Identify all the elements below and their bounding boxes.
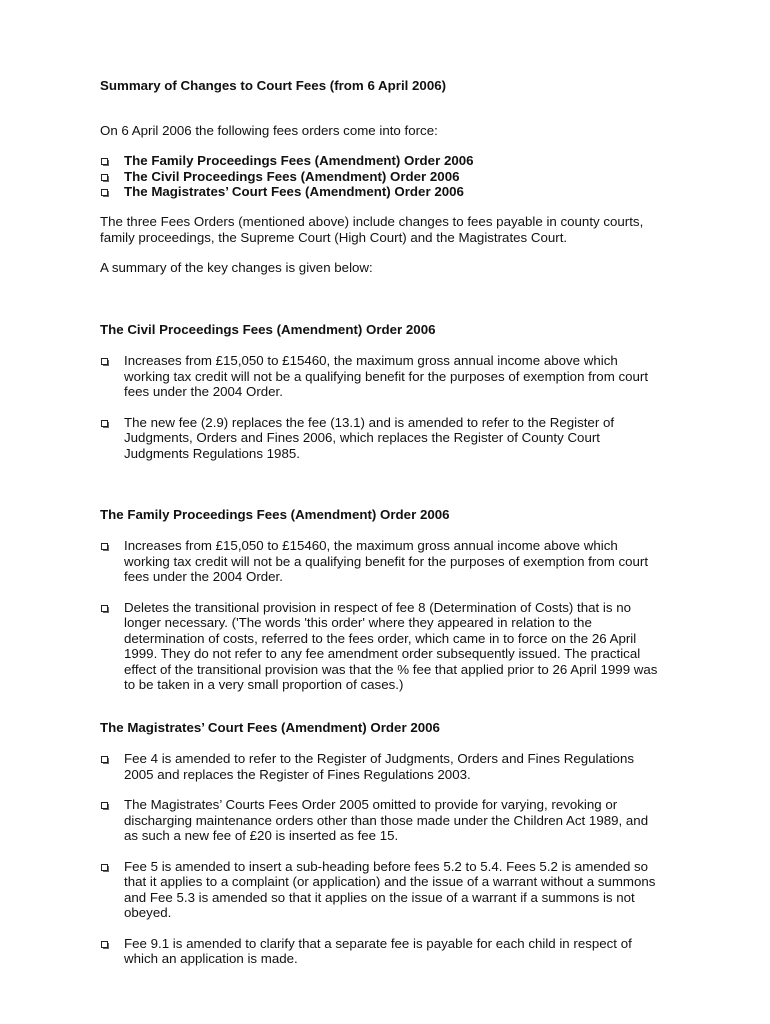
list-item: The Magistrates’ Courts Fees Order 2005 omitted to provide for varying, revoking or discharging maintenance orders other than those made under the Children Act 1989, and as such a new fee of £20 is inserted as fee 15. [100, 797, 660, 844]
magistrates-changes-list [100, 751, 660, 967]
list-item: Fee 5 is amended to insert a sub-heading before fees 5.2 to 5.4. Fees 5.2 is amended so that it applies to a complaint (or application) and the issue of a warrant without a summons and Fee 5.3 is amended so that it applies on the issue of a warrant if a summons is not obeyed. [100, 859, 660, 921]
section-heading-civil: The Civil Proceedings Fees (Amendment) Order 2006 [100, 322, 436, 337]
civil-changes-list [100, 353, 660, 461]
list-item: Fee 4 is amended to refer to the Register of Judgments, Orders and Fines Regulations 2005 and replaces the Register of Fines Regulations 2003. [100, 751, 660, 782]
hollow-square-bullet-icon [101, 174, 108, 181]
family-changes-list [100, 538, 660, 693]
section-heading-family: The Family Proceedings Fees (Amendment) Order 2006 [100, 507, 450, 522]
overview-paragraph: The three Fees Orders (mentioned above) include changes to fees payable in county courts, family proceedings, the Supreme Court (High Court) and the Magistrates Court. [100, 214, 644, 245]
list-item: The Magistrates’ Court Fees (Amendment) Order 2006 [100, 184, 660, 200]
hollow-square-bullet-icon [101, 941, 108, 948]
list-item: Fee 9.1 is amended to clarify that a separate fee is payable for each child in respect of which an application is made. [100, 936, 660, 967]
list-item: Increases from £15,050 to £15460, the maximum gross annual income above which working tax credit will not be a qualifying benefit for the purposes of exemption from court fees under the 2004 Order. [100, 353, 660, 400]
summary-intro: A summary of the key changes is given below: [100, 260, 373, 275]
document-title: Summary of Changes to Court Fees (from 6 April 2006) [100, 78, 447, 93]
hollow-square-bullet-icon [101, 864, 108, 871]
hollow-square-bullet-icon [101, 358, 108, 365]
hollow-square-bullet-icon [101, 802, 108, 809]
list-item: Increases from £15,050 to £15460, the maximum gross annual income above which working tax credit will not be a qualifying benefit for the purposes of exemption from court fees under the 2004 Order. [100, 538, 660, 585]
hollow-square-bullet-icon [101, 158, 108, 165]
orders-list [100, 153, 660, 200]
list-item: The new fee (2.9) replaces the fee (13.1) and is amended to refer to the Register of Judgments, Orders and Fines 2006, which replaces the Register of County Court Judgments Regulations 1985. [100, 415, 660, 462]
hollow-square-bullet-icon [101, 756, 108, 763]
hollow-square-bullet-icon [101, 605, 108, 612]
section-heading-magistrates: The Magistrates’ Court Fees (Amendment) Order 2006 [100, 720, 440, 735]
intro-paragraph: On 6 April 2006 the following fees orders come into force: [100, 123, 438, 138]
list-item: Deletes the transitional provision in respect of fee 8 (Determination of Costs) that is no longer necessary. ('The words 'this order' where they appeared in relation to the determination of costs, referred to the fees order, which came in to force on the 26 April 1999. They do not refer to any fee amendment order subsequently issued. The practical effect of the transitional provision was that the % fee that applied prior to 26 April 1999 was to be taken in a very small proportion of cases.) [100, 600, 660, 693]
hollow-square-bullet-icon [101, 189, 108, 196]
list-item: The Civil Proceedings Fees (Amendment) Order 2006 [100, 169, 660, 185]
hollow-square-bullet-icon [101, 543, 108, 550]
hollow-square-bullet-icon [101, 420, 108, 427]
list-item: The Family Proceedings Fees (Amendment) Order 2006 [100, 153, 660, 169]
